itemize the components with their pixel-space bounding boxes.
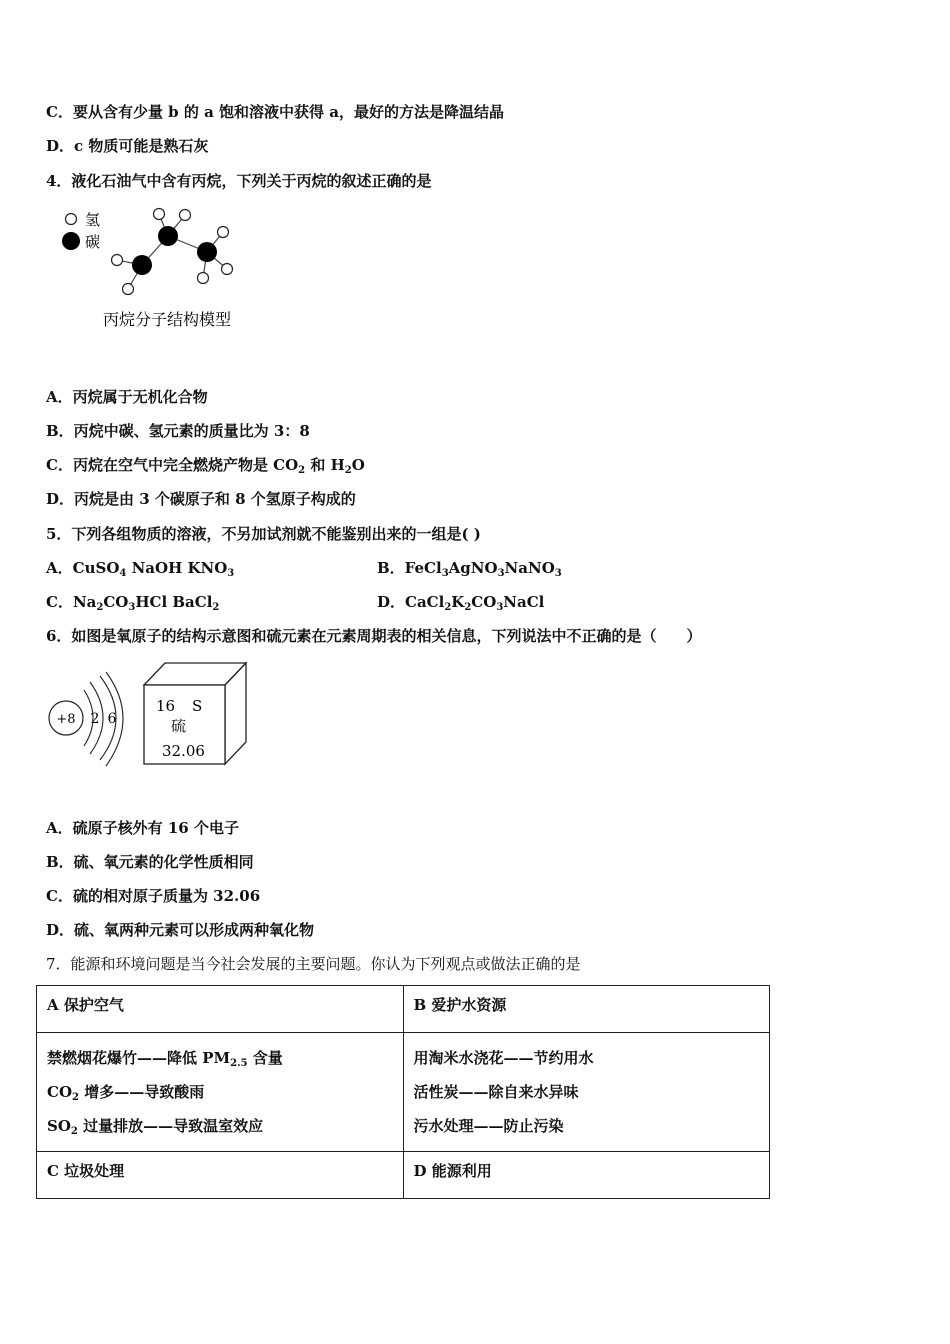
atomic-number: 16 (156, 697, 176, 715)
q4-stem: 4．液化石油气中含有丙烷，下列关于丙烷的叙述正确的是 (46, 172, 432, 190)
q7-a-line-3: $SO_2$ 过量排放——导致温室效应 (47, 1117, 264, 1137)
q6-option-d: D．硫、氧两种元素可以形成两种氧化物 (46, 921, 315, 939)
q3-option-d: D．c 物质可能是熟石灰 (46, 137, 209, 155)
element-name: 硫 (171, 717, 187, 735)
element-symbol: S (192, 697, 203, 715)
q6-option-c: C．硫的相对原子质量为 32.06 (46, 887, 261, 905)
q7-b-line-1: 用淘米水浇花——节约用水 (413, 1049, 594, 1067)
nucleus-charge: +8 (56, 712, 76, 727)
q4-option-c: C．丙烷在空气中完全燃烧产物是 $CO_2$ 和 $H_2O$ (46, 456, 365, 476)
q4-option-d: D．丙烷是由 3 个碳原子和 8 个氢原子构成的 (46, 490, 356, 508)
q7-stem: 7．能源和环境问题是当今社会发展的主要问题。你认为下列观点或做法正确的是 (46, 955, 581, 973)
oxygen-atom-diagram (46, 670, 136, 770)
atomic-mass: 32.06 (162, 742, 205, 760)
q7-cell-b-body (403, 1033, 770, 1152)
propane-caption: 丙烷分子结构模型 (103, 310, 232, 329)
q7-table (36, 985, 770, 1199)
q4-option-b: B．丙烷中碳、氢元素的质量比为 3：8 (46, 422, 310, 440)
sulfur-element-card (140, 660, 252, 768)
q6-stem: 6．如图是氧原子的结构示意图和硫元素在元素周期表的相关信息，下列说法中不正确的是（ ） (46, 627, 702, 645)
q7-cell-a-head: A 保护空气 (37, 986, 404, 1033)
q6-option-a: A．硫原子核外有 16 个电子 (46, 819, 239, 837)
legend-carbon-label: 碳 (85, 233, 101, 251)
q5-option-d: D．$CaCl_2K_2CO_3NaCl$ (377, 593, 545, 613)
q7-b-line-2: 活性炭——除自来水异味 (413, 1083, 579, 1101)
q7-cell-d-head: D 能源利用 (403, 1152, 770, 1199)
shell1-count: 2 (90, 711, 100, 727)
q5-option-a: A．CuSO$_4$ NaOH $KNO_3$ (46, 559, 235, 579)
shell2-count: 6 (107, 711, 117, 727)
q3-option-c: C．要从含有少量 b 的 a 饱和溶液中获得 a，最好的方法是降温结晶 (46, 103, 504, 121)
q7-b-line-3: 污水处理——防止污染 (413, 1117, 564, 1135)
q7-a-line-2: $CO_2$ 增多——导致酸雨 (47, 1083, 205, 1103)
q7-cell-b-head: B 爱护水资源 (403, 986, 770, 1033)
q5-option-b: B．FeCl$_3$AgNO$_3$NaNO$_3$ (377, 559, 562, 579)
q5-option-c: C．$Na_2CO_3HCl$ BaCl$_2$ (46, 593, 220, 613)
q4-option-a: A．丙烷属于无机化合物 (46, 388, 208, 406)
legend-hydrogen-label: 氢 (85, 211, 101, 229)
q6-option-b: B．硫、氧元素的化学性质相同 (46, 853, 254, 871)
propane-model-figure (55, 200, 255, 335)
q5-stem: 5．下列各组物质的溶液，不另加试剂就不能鉴别出来的一组是( ) (46, 525, 481, 543)
q7-cell-c-head: C 垃圾处理 (37, 1152, 404, 1199)
q7-cell-a-body (37, 1033, 404, 1152)
q7-a-line-1: 禁燃烟花爆竹——降低 $PM_{2.5}$ 含量 (47, 1049, 283, 1069)
